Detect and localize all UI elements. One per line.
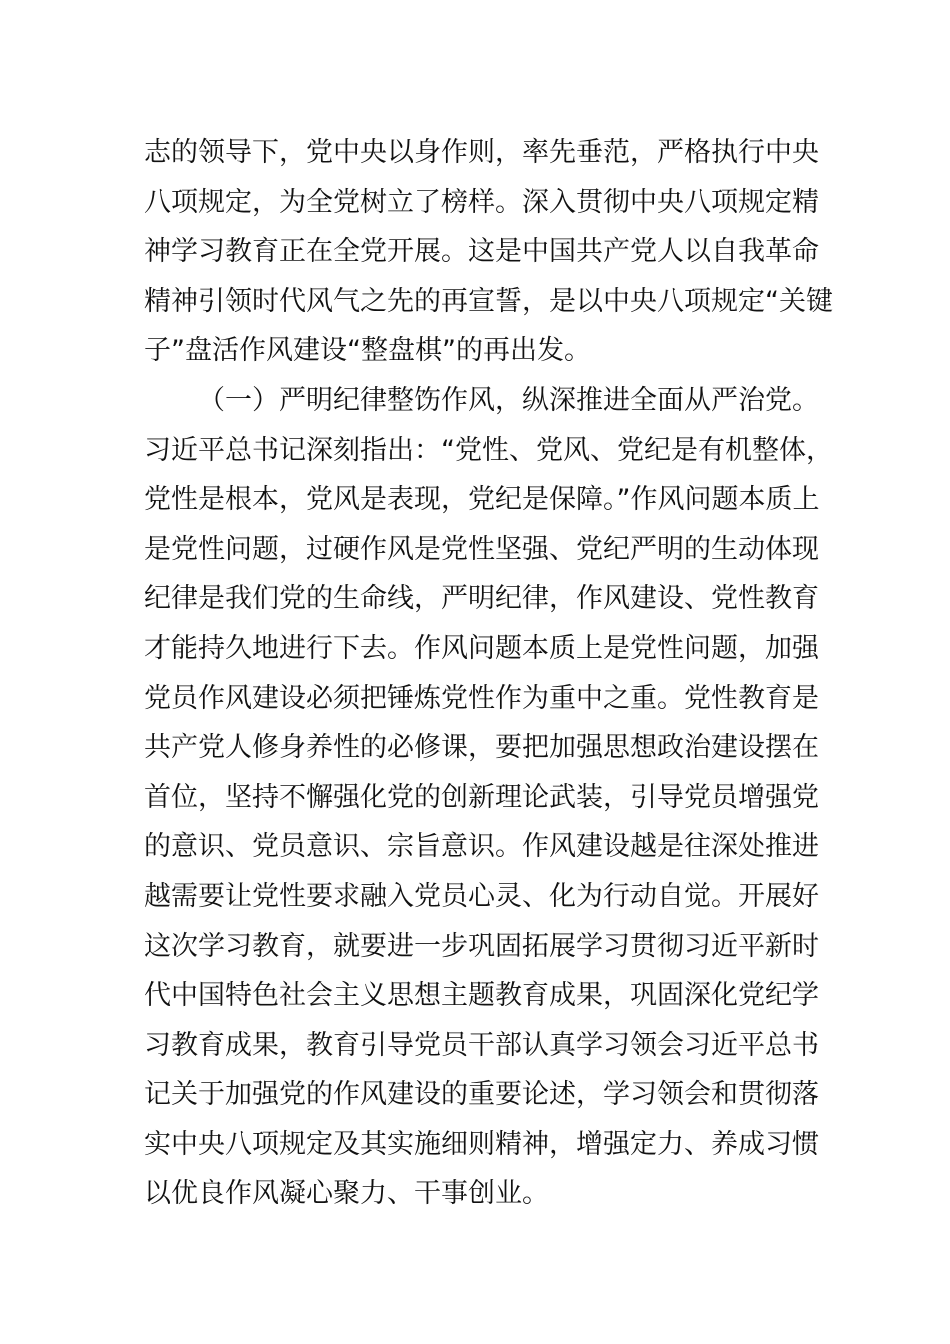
text-line: 是党性问题，过硬作风是党性坚强、党纪严明的生动体现 [144,533,819,565]
text-line: 以优良作风凝心聚力、干事创业。 [144,1178,549,1210]
text-line: 才能持久地进行下去。作风问题本质上是党性问题，加强 [144,632,819,664]
text-line: 精神引领时代风气之先的再宣誓，是以中央八项规定“关键 [144,285,833,317]
text-line: 习教育成果，教育引导党员干部认真学习领会习近平总书 [144,1029,819,1061]
text-line: 神学习教育正在全党开展。这是中国共产党人以自我革命 [144,236,819,268]
body-text [144,128,833,1219]
text-line: 的意识、党员意识、宗旨意识。作风建设越是往深处推进 [144,831,819,863]
text-line: 首位，坚持不懈强化党的创新理论武装，引导党员增强党 [144,781,819,813]
text-line: 代中国特色社会主义思想主题教育成果，巩固深化党纪学 [144,980,819,1012]
text-line: 实中央八项规定及其实施细则精神，增强定力、养成习惯 [144,1128,819,1160]
text-line: 八项规定，为全党树立了榜样。深入贯彻中央八项规定精 [144,186,819,218]
text-line: 党性是根本，党风是表现，党纪是保障。”作风问题本质上 [144,484,820,516]
text-line: 这次学习教育，就要进一步巩固拓展学习贯彻习近平新时 [144,930,819,962]
text-line: 共产党人修身养性的必修课，要把加强思想政治建设摆在 [144,732,819,764]
text-line: 志的领导下，党中央以身作则，率先垂范，严格执行中央 [144,137,819,168]
section-heading: （一）严明纪律整饬作风，纵深推进全面从严治党。 [198,384,819,416]
text-line: 党员作风建设必须把锤炼党性作为重中之重。党性教育是 [144,682,819,714]
text-line: 纪律是我们党的生命线，严明纪律，作风建设、党性教育 [144,583,819,615]
text-line: 习近平总书记深刻指出：“党性、党风、党纪是有机整体， [144,434,833,466]
text-line: 子”盘活作风建设“整盘棋”的再出发。 [144,335,591,367]
text-line: 记关于加强党的作风建设的重要论述，学习领会和贯彻落 [144,1079,819,1111]
text-line: 越需要让党性要求融入党员心灵、化为行动自觉。开展好 [144,880,819,912]
